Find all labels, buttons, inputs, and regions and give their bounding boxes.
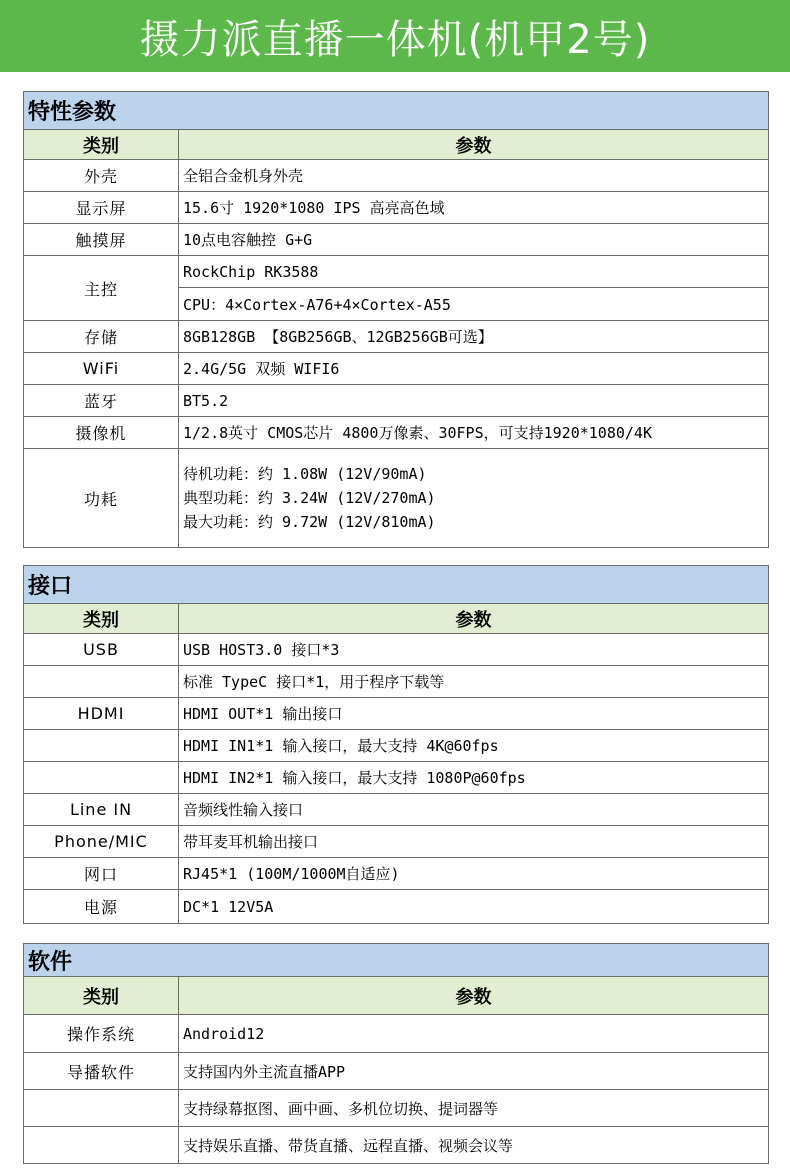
power-max: 最大功耗：约 9.72W (12V/810mA) bbox=[183, 513, 436, 531]
table-row bbox=[24, 449, 769, 548]
table-row bbox=[24, 1015, 769, 1053]
section-software bbox=[23, 943, 768, 1164]
power-standby: 待机功耗：约 1.08W (12V/90mA) bbox=[183, 465, 427, 483]
section-heading: 软件 bbox=[24, 944, 769, 977]
power-typical: 典型功耗：约 3.24W (12V/270mA) bbox=[183, 489, 436, 507]
row-category: 触摸屏 bbox=[24, 224, 179, 256]
column-header-category: 类别 bbox=[24, 130, 179, 160]
table-row bbox=[24, 321, 769, 353]
table-row bbox=[24, 762, 769, 794]
row-category bbox=[24, 666, 179, 698]
column-header-param: 参数 bbox=[179, 130, 769, 160]
row-value bbox=[179, 449, 769, 548]
row-value: RJ45*1 (100M/1000M自适应) bbox=[179, 858, 769, 890]
table-row bbox=[24, 890, 769, 924]
row-value: 支持娱乐直播、带货直播、远程直播、视频会议等 bbox=[179, 1127, 769, 1164]
table-row bbox=[24, 698, 769, 730]
row-value: USB HOST3.0 接口*3 bbox=[179, 634, 769, 666]
page-title: 摄力派直播一体机(机甲2号) bbox=[0, 0, 790, 72]
row-category: 外壳 bbox=[24, 160, 179, 192]
row-value: Android12 bbox=[179, 1015, 769, 1053]
row-category bbox=[24, 1127, 179, 1164]
table-row bbox=[24, 385, 769, 417]
table-row bbox=[24, 224, 769, 256]
software-table bbox=[23, 943, 769, 1164]
section-interfaces bbox=[23, 565, 768, 924]
row-value: HDMI IN2*1 输入接口，最大支持 1080P@60fps bbox=[179, 762, 769, 794]
row-value: 8GB128GB 【8GB256GB、12GB256GB可选】 bbox=[179, 321, 769, 353]
row-category: USB bbox=[24, 634, 179, 666]
row-value: 全铝合金机身外壳 bbox=[179, 160, 769, 192]
column-header-category: 类别 bbox=[24, 977, 179, 1015]
table-row bbox=[24, 353, 769, 385]
table-row bbox=[24, 160, 769, 192]
row-value: HDMI OUT*1 输出接口 bbox=[179, 698, 769, 730]
row-value: 支持国内外主流直播APP bbox=[179, 1053, 769, 1090]
row-value: BT5.2 bbox=[179, 385, 769, 417]
row-category: Phone/MIC bbox=[24, 826, 179, 858]
column-header-param: 参数 bbox=[179, 977, 769, 1015]
section-heading: 特性参数 bbox=[24, 92, 769, 130]
column-header-category: 类别 bbox=[24, 604, 179, 634]
column-header-param: 参数 bbox=[179, 604, 769, 634]
row-category bbox=[24, 730, 179, 762]
features-table bbox=[23, 91, 769, 548]
row-category: 电源 bbox=[24, 890, 179, 924]
section-heading: 接口 bbox=[24, 566, 769, 604]
row-value: RockChip RK3588 bbox=[179, 256, 769, 288]
table-row bbox=[24, 794, 769, 826]
table-row bbox=[24, 1090, 769, 1127]
row-category: 蓝牙 bbox=[24, 385, 179, 417]
row-category: HDMI bbox=[24, 698, 179, 730]
row-category: WiFi bbox=[24, 353, 179, 385]
row-category: Line IN bbox=[24, 794, 179, 826]
row-value: HDMI IN1*1 输入接口，最大支持 4K@60fps bbox=[179, 730, 769, 762]
row-value: 支持绿幕抠图、画中画、多机位切换、提词器等 bbox=[179, 1090, 769, 1127]
table-row bbox=[24, 826, 769, 858]
row-category: 导播软件 bbox=[24, 1053, 179, 1090]
table-row bbox=[24, 730, 769, 762]
table-row bbox=[24, 634, 769, 666]
row-value: 10点电容触控 G+G bbox=[179, 224, 769, 256]
row-value: CPU：4×Cortex-A76+4×Cortex-A55 bbox=[179, 288, 769, 321]
row-category: 显示屏 bbox=[24, 192, 179, 224]
row-value: DC*1 12V5A bbox=[179, 890, 769, 924]
table-row bbox=[24, 1053, 769, 1090]
row-category: 操作系统 bbox=[24, 1015, 179, 1053]
table-row bbox=[24, 666, 769, 698]
row-category: 功耗 bbox=[24, 449, 179, 548]
row-value: 15.6寸 1920*1080 IPS 高亮高色域 bbox=[179, 192, 769, 224]
table-row bbox=[24, 858, 769, 890]
table-row bbox=[24, 1127, 769, 1164]
row-value: 2.4G/5G 双频 WIFI6 bbox=[179, 353, 769, 385]
table-row bbox=[24, 417, 769, 449]
row-category bbox=[24, 1090, 179, 1127]
row-category: 摄像机 bbox=[24, 417, 179, 449]
row-value: 带耳麦耳机输出接口 bbox=[179, 826, 769, 858]
row-category: 存储 bbox=[24, 321, 179, 353]
table-row bbox=[24, 192, 769, 224]
interfaces-table bbox=[23, 565, 769, 924]
row-category: 网口 bbox=[24, 858, 179, 890]
row-value: 音频线性输入接口 bbox=[179, 794, 769, 826]
row-category bbox=[24, 762, 179, 794]
row-value: 1/2.8英寸 CMOS芯片 4800万像素、30FPS，可支持1920*1080/4K bbox=[179, 417, 769, 449]
table-row bbox=[24, 256, 769, 288]
section-features bbox=[23, 91, 768, 548]
row-category: 主控 bbox=[24, 256, 179, 321]
row-value: 标准 TypeC 接口*1，用于程序下载等 bbox=[179, 666, 769, 698]
